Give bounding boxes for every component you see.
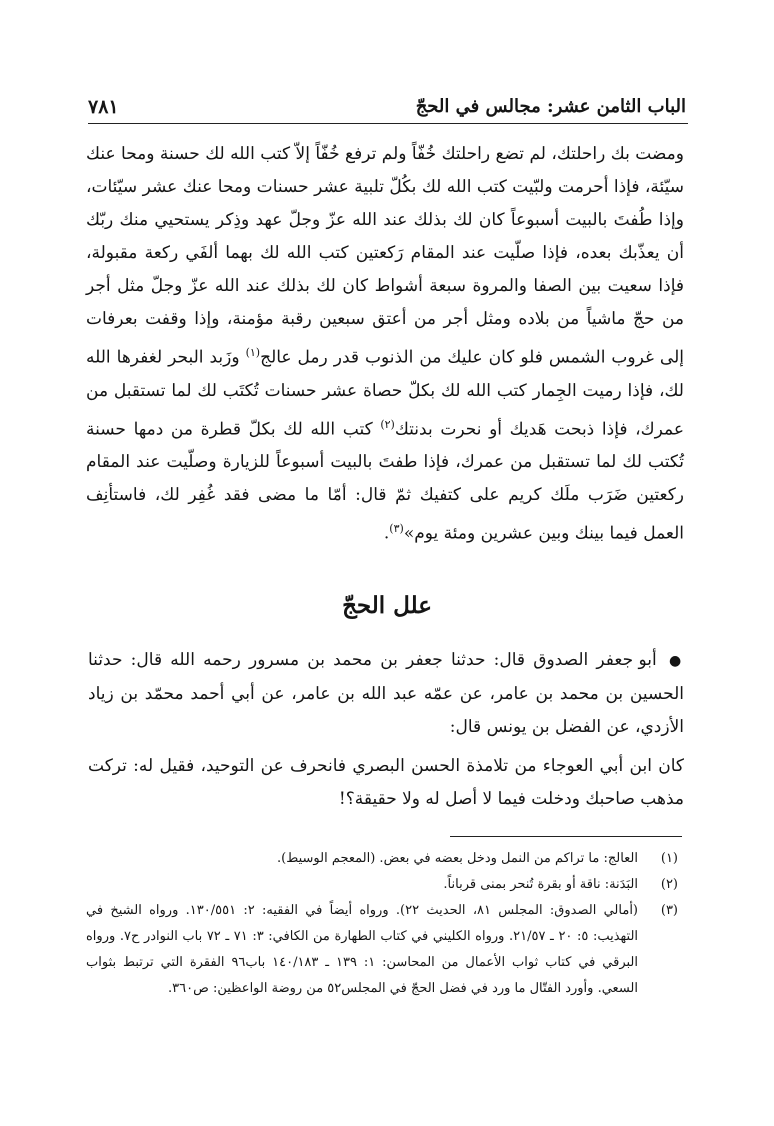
chapter-title: الباب الثامن عشر: مجالس في الحجّ: [415, 96, 686, 117]
footnote-text: البَدَنة: ناقة أو بقرة تُنحر بمنى قرباناً.: [443, 877, 638, 892]
section-heading: علل الحجّ: [342, 592, 432, 619]
footnote: [86, 872, 678, 898]
footnote-ref-3[interactable]: (٣): [389, 522, 404, 536]
section-body: [88, 644, 684, 822]
header-divider: [88, 123, 688, 124]
footnote: [86, 898, 678, 1002]
footnote-text: (أمالي الصدوق: المجلس ٨١، الحديث ٢٢). ورواه أيضاً في الفقيه: ٢: ١٣٠/٥٥١. ورواه الشيخ في التهذيب: ٥: ٢٠ ـ ٢١/٥٧. ورواه الكليني في كتاب الطهارة من الكافي: ٣: ٧١ ـ ٧٢ باب النوادر ح٧. ورواه البرقي في كتاب ثواب الأعمال من المحاسن: ١: ١٣٩ ـ ١٤٠/١٨٣ باب٩٦ الفقرة التي ترتبط بثواب السعي. وأورد الفتّال ما ورد في فضل الحجّ في المجلس٥٢ من روضة الواعظين: ص٣٦٠.: [86, 903, 639, 996]
footnote-ref-2[interactable]: (٢): [380, 417, 395, 431]
paragraph-text: .: [383, 523, 390, 544]
footnote-number: (٣): [660, 903, 678, 918]
paragraph-text: وزَبد البحر لغفرها الله لك، فإذا رميت الجِمار كتب الله لك بكلّ حصاة عشر حسنات تُكتَب لك لما تستقبل من عمرك، فإذا ذبحت هَديك أو نحرت بدنتك: [86, 347, 685, 440]
footnote-number: (٢): [660, 877, 678, 892]
paragraph-text: ومضت بك راحلتك، لم تضع راحلتك خُفّاً ولم ترفع خُفّاً إلاّ كتب الله لك حسنة ومحا عنك سيّئة، فإذا أحرمت ولبّيت كتب الله لك بكُلّ تلبية عشر حسنات ومحا عنك عشر سيّئات، وإذا طُفتَ بالبيت أسبوعاً كان لك بذلك عند الله عزّ وجلّ عهد وذِكر يستحيي منك ربّك أن يعذّبك بعده، فإذا صلّيت عند المقام رَكعتين كتب الله لك بهما ألفَي ركعة مقبولة، فإذا سعيت بين الصفا والمروة سبعة أشواط كان لك بذلك عند الله عزّ وجلّ مثل أجر من حجّ ماشياً من بلاده ومثل أجر من أعتق سبعين رقبة مؤمنة، وإذا وقفت بعرفات إلى غروب الشمس فلو كان عليك من الذنوب قدر رمل عالج: [86, 144, 684, 368]
main-paragraph: [86, 138, 684, 551]
footnote-ref-1[interactable]: (١): [245, 346, 261, 359]
running-header: [88, 96, 686, 122]
narration-text: أبو جعفر الصدوق قال: حدثنا جعفر بن محمد بن مسرور رحمه الله قال: حدثنا الحسين بن محمد بن عامر، عن عمّه عبد الله بن عامر، عن أبي أحمد محمّد بن زياد الأزدي، عن الفضل بن يونس قال:: [88, 650, 684, 737]
narration-paragraph: [88, 750, 684, 816]
narration-paragraph: [88, 644, 684, 744]
footnote: [86, 846, 678, 872]
bullet-icon: ●: [668, 653, 685, 669]
page-number: ٧٨١: [88, 96, 119, 118]
narration-text: كان ابن أبي العوجاء من تلامذة الحسن البصري فانحرف عن التوحيد، فقيل له: تركت مذهب صاحبك ودخلت فيما لا أصل له ولا حقيقة؟!: [88, 756, 684, 809]
footnote-number: (١): [660, 851, 678, 866]
footnote-divider: [450, 836, 682, 837]
paragraph-text: كتب الله لك بكلّ قطرة من دمها حسنة تُكتب لك لما تستقبل من عمرك، فإذا طفتَ بالبيت أسبوعاً للزيارة وصلّيت عند المقام ركعتين ضَرَب ملَك كريم على كتفيك ثمّ قال: أمّا ما مضى فقد غُفِر لك، فاستأنِف العمل فيما بينك وبين عشرين ومئة يوم»: [86, 419, 684, 544]
footnote-text: العالج: ما تراكم من النمل ودخل بعضه في بعض. (المعجم الوسيط).: [277, 851, 638, 866]
footnotes: [86, 846, 678, 1002]
